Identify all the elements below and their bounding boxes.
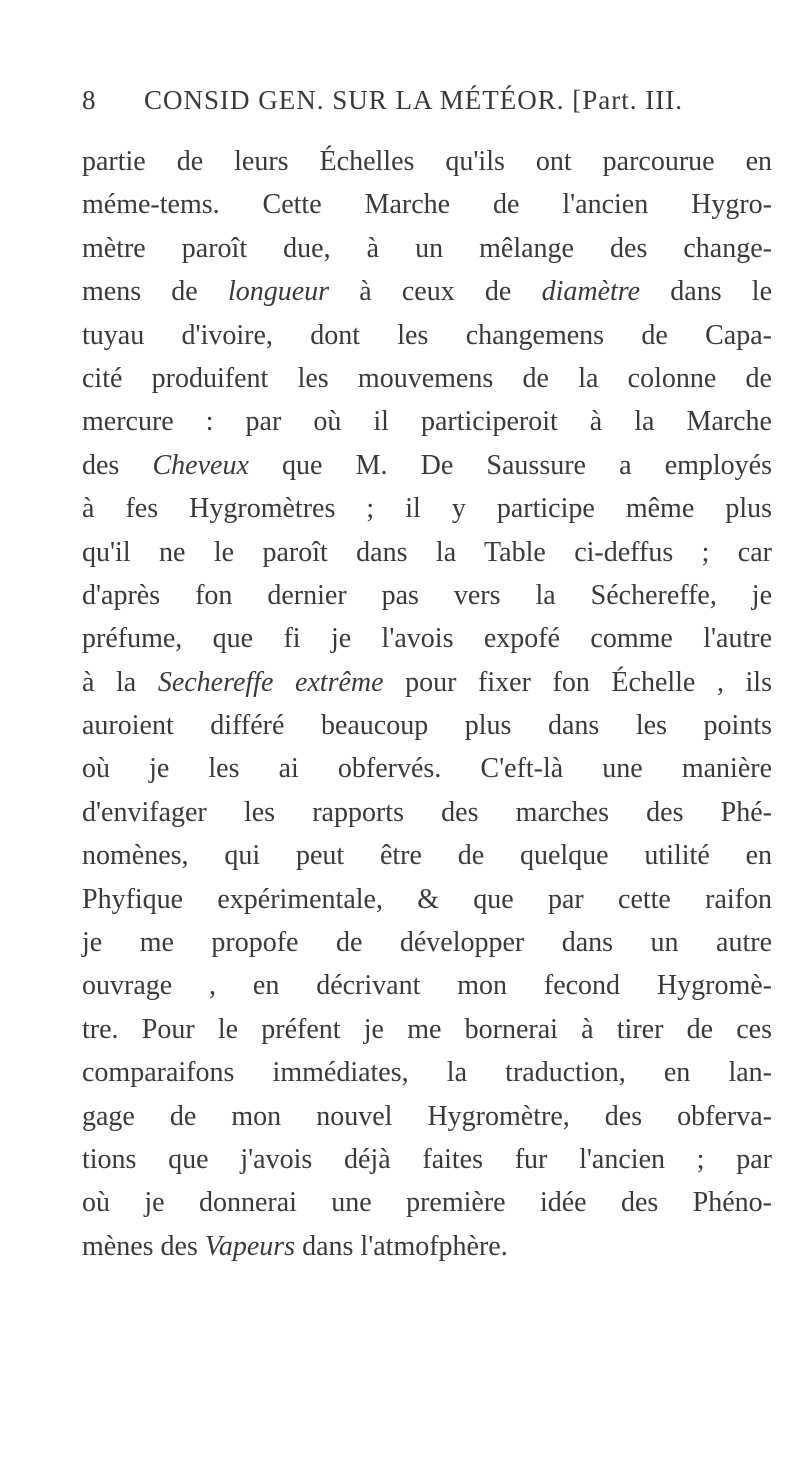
italic-segment: longueur <box>227 276 330 308</box>
italic-segment: diamètre <box>541 276 641 308</box>
text-line <box>82 314 772 357</box>
text-line <box>82 661 772 704</box>
text-line <box>82 1225 772 1268</box>
page-number: 8 <box>82 85 97 115</box>
text-line <box>82 487 772 530</box>
text-segment: dans le <box>640 276 772 308</box>
text-segment: où je les ai obfervés. C'eft-là une manière <box>82 753 772 785</box>
text-segment: mènes des <box>82 1230 205 1262</box>
text-segment: à ceux de <box>329 276 542 308</box>
text-line <box>82 617 772 660</box>
text-segment: à la <box>82 666 158 698</box>
text-line <box>82 1008 772 1051</box>
text-line <box>82 140 772 183</box>
text-line <box>82 531 772 574</box>
text-line <box>82 791 772 834</box>
text-segment: mercure : par où il participeroit à la Marche <box>82 406 772 438</box>
text-line <box>82 1138 772 1181</box>
text-segment: nomènes, qui peut être de quelque utilité en <box>82 840 772 872</box>
text-segment: mens de <box>82 276 228 308</box>
running-head-title: CONSID GEN. SUR LA MÉTÉOR. [Part. III. <box>144 85 683 115</box>
text-line <box>82 747 772 790</box>
text-line <box>82 704 772 747</box>
text-segment: comparaifons immédiates, la traduction, en lan- <box>82 1057 772 1089</box>
text-segment: gage de mon nouvel Hygromètre, des obferva- <box>82 1100 772 1132</box>
text-segment: mètre paroît due, à un mêlange des change- <box>82 232 772 264</box>
text-segment: tre. Pour le préfent je me bornerai à tirer de ces <box>82 1013 772 1045</box>
text-line <box>82 357 772 400</box>
text-segment: dans l'atmofphère. <box>295 1230 508 1262</box>
text-segment: où je donnerai une première idée des Phéno- <box>82 1187 772 1219</box>
text-segment: tuyau d'ivoire, dont les changemens de Capa- <box>82 319 772 351</box>
italic-segment: Cheveux <box>152 449 249 481</box>
text-line <box>82 964 772 1007</box>
text-segment: que M. De Saussure a employés <box>248 449 773 481</box>
text-line <box>82 1051 772 1094</box>
text-segment: d'envifager les rapports des marches des Phé- <box>82 796 772 828</box>
text-segment: partie de leurs Échelles qu'ils ont parcourue en <box>82 146 772 177</box>
text-line <box>82 1181 772 1224</box>
italic-segment: Vapeurs <box>204 1230 296 1262</box>
text-segment: méme-tems. Cette Marche de l'ancien Hygro- <box>82 189 772 221</box>
text-line <box>82 574 772 617</box>
text-line <box>82 444 772 487</box>
text-segment: tions que j'avois déjà faites fur l'ancien ; par <box>82 1143 772 1175</box>
text-segment: Phyfique expérimentale, & que par cette raifon <box>82 883 772 915</box>
text-segment: d'après fon dernier pas vers la Séchereffe, je <box>82 579 772 611</box>
text-segment: cité produifent les mouvemens de la colonne de <box>82 362 772 394</box>
text-segment: à fes Hygromètres ; il y participe même plus <box>82 493 772 525</box>
text-line <box>82 183 772 226</box>
body-text <box>82 140 772 1268</box>
text-line <box>82 270 772 313</box>
text-line <box>82 1095 772 1138</box>
text-line <box>82 227 772 270</box>
text-segment: pour fixer fon Échelle , ils <box>383 666 772 698</box>
text-line <box>82 400 772 443</box>
text-line <box>82 834 772 877</box>
text-line <box>82 921 772 964</box>
text-segment: je me propofe de développer dans un autre <box>82 927 772 959</box>
text-segment: des <box>82 449 153 481</box>
text-line <box>82 878 772 921</box>
text-segment: auroient différé beaucoup plus dans les points <box>82 710 772 742</box>
running-head <box>82 85 772 125</box>
text-segment: ouvrage , en décrivant mon fecond Hygromè- <box>82 970 772 1002</box>
text-segment: qu'il ne le paroît dans la Table ci-deffus ; car <box>82 536 772 568</box>
text-segment: préfume, que fi je l'avois expofé comme l'autre <box>82 623 772 655</box>
italic-segment: Sechereffe extrême <box>157 666 384 698</box>
